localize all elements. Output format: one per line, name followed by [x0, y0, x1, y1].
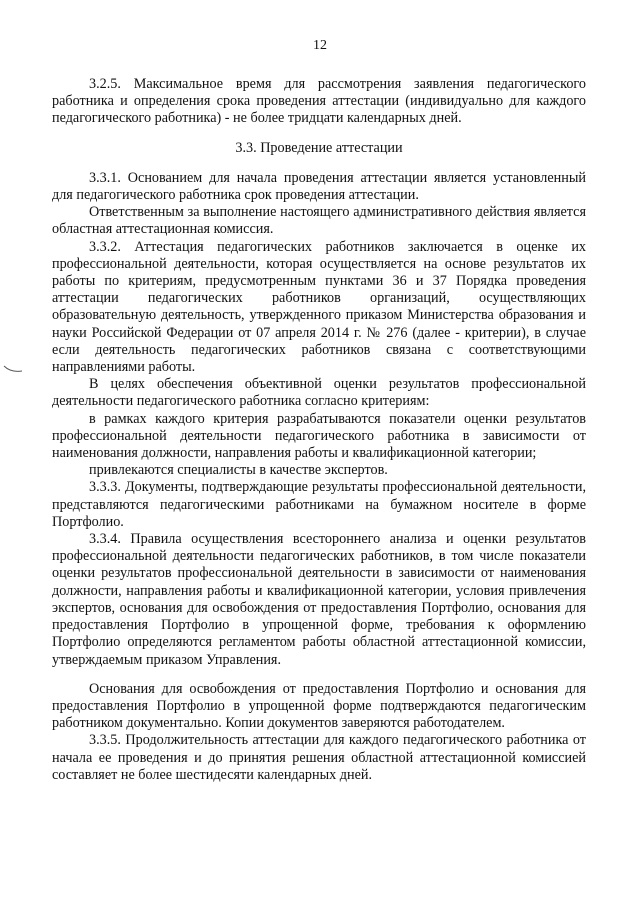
- paragraph-experts: привлекаются специалисты в качестве экспертов.: [89, 462, 388, 479]
- paragraph-criteria-indicators: в рамках каждого критерия разрабатываются показатели оценки результатов профессиональной деятельности педагогического работника в зависимости от наименования должности, направления работы и квалификационной категории;: [52, 410, 586, 462]
- paragraph-3-3-2: 3.3.2. Аттестация педагогических работников заключается в оценке их профессиональной деятельности, которая осуществляется на основе результатов их работы по критериям, предусмотренным пунктами 36 и 37 Порядка проведения аттестации педагогических работников организаций, осуществляющих образовательную деятельность, утвержденного приказом Министерства образования и науки Российской Федерации от 07 апреля 2014 г. № 276 (далее - критерии), в случае если деятельность педагогических работников связана с соответствующими направлениями работы.: [52, 238, 586, 376]
- paragraph-exemption-grounds: Основания для освобождения от предоставления Портфолио и основания для предоставления Портфолио в упрощенной форме подтверждаются педагогическим работником документально. Копии документов заверяются работодателем.: [52, 680, 586, 732]
- paragraph-responsible: Ответственным за выполнение настоящего административного действия является областная аттестационная комиссия.: [52, 204, 586, 238]
- page-number: 12: [313, 38, 327, 53]
- margin-mark: [3, 364, 23, 374]
- paragraph-3-3-4: 3.3.4. Правила осуществления всестороннего анализа и оценки результатов профессиональной деятельности педагогических работников, в том числе показатели оценки результатов профессиональной деятельности в зависимости от наименования должности, направления работы и квалификационной категории, условия привлечения экспертов, основания для освобождения от предоставления Портфолио, основания для предоставления Портфолио в упрощенной форме, требования к оформлению Портфолио определяются регламентом работы областной аттестационной комиссии, утверждаемым приказом Управления.: [52, 531, 586, 668]
- paragraph-3-2-5: 3.2.5. Максимальное время для рассмотрения заявления педагогического работника и определения срока проведения аттестации (индивидуально для каждого педагогического работника) - не более тридцати календарных дней.: [52, 76, 586, 127]
- paragraph-3-3-1: 3.3.1. Основанием для начала проведения аттестации является установленный для педагогического работника срок проведения аттестации.: [52, 169, 586, 204]
- paragraph-3-3-3: 3.3.3. Документы, подтверждающие результаты профессиональной деятельности, представляются педагогическими работниками на бумажном носителе в форме Портфолио.: [52, 479, 586, 530]
- paragraph-objective-assessment: В целях обеспечения объективной оценки результатов профессиональной деятельности педагогического работника согласно критериям:: [52, 376, 586, 410]
- document-body: [52, 76, 586, 784]
- paragraph-3-3-5: 3.3.5. Продолжительность аттестации для каждого педагогического работника от начала ее проведения и до принятия решения областной аттестационной комиссией составляет не более шестидесяти календарных дней.: [52, 732, 586, 783]
- section-heading: 3.3. Проведение аттестации: [235, 139, 403, 156]
